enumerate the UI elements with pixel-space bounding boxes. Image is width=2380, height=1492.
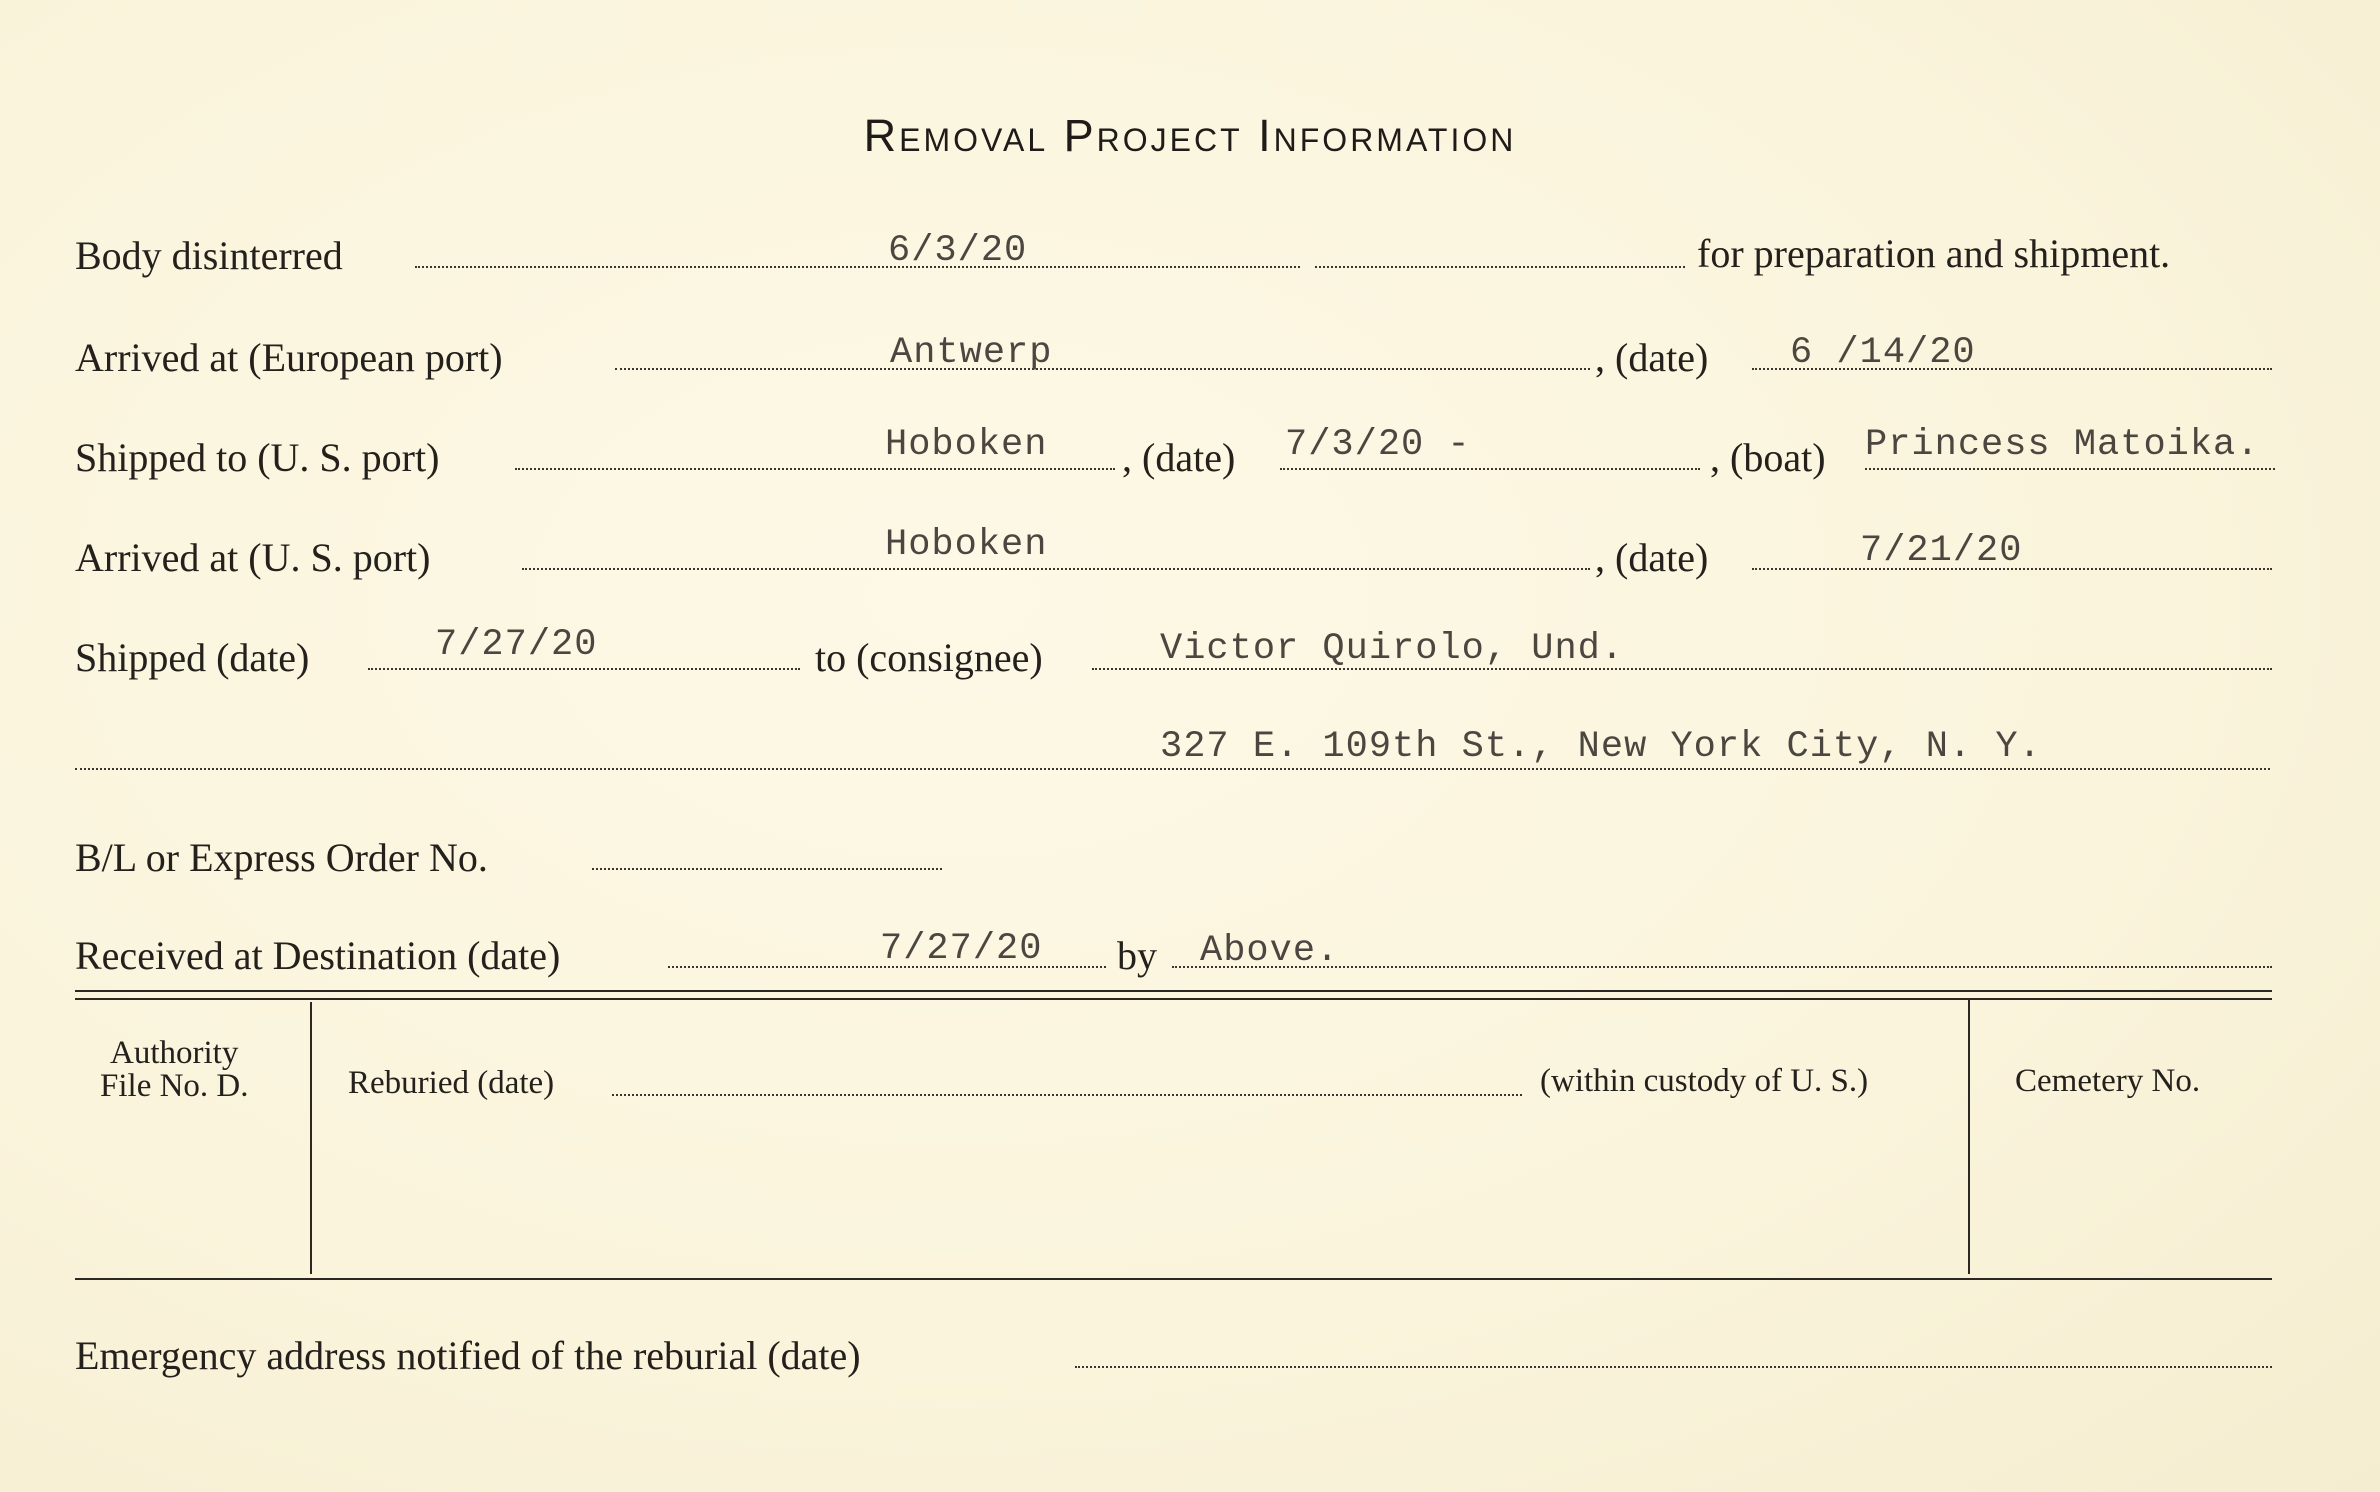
box-divider-left (310, 1002, 312, 1274)
reburied-date-label: Reburied (date) (348, 1065, 555, 1101)
received-by-label: by (1117, 933, 1157, 978)
bl-order-label: B/L or Express Order No. (75, 835, 488, 880)
authority-file-label: File No. D. (100, 1068, 249, 1104)
european-port-date-label: , (date) (1595, 335, 1709, 380)
us-port-arrival-date-value: 7/21/20 (1860, 530, 2023, 572)
box-bottom-rule (75, 1278, 2272, 1280)
emergency-address-label: Emergency address notified of the reburial (date) (75, 1333, 861, 1378)
european-port-value: Antwerp (890, 332, 1053, 374)
body-disinterred-line-2 (1315, 266, 1685, 268)
shipped-to-port-value: Hoboken (885, 424, 1048, 466)
body-disinterred-line (415, 266, 1300, 268)
shipped-date-value: 7/3/20 - (1285, 424, 1471, 466)
boat-value: Princess Matoika. (1865, 424, 2260, 466)
authority-label: Authority (110, 1035, 239, 1071)
shipped-date-row-line (368, 668, 800, 670)
consignee-address-line (75, 768, 2270, 770)
european-port-line (615, 368, 1590, 370)
shipped-date-label: , (date) (1122, 435, 1236, 480)
consignee-label: to (consignee) (815, 635, 1043, 680)
consignee-address-value: 327 E. 109th St., New York City, N. Y. (1160, 726, 2042, 768)
shipped-to-port-label: Shipped to (U. S. port) (75, 435, 440, 480)
body-disinterred-suffix: for preparation and shipment. (1697, 231, 2171, 276)
received-destination-value: 7/27/20 (880, 928, 1043, 970)
us-port-arrival-line (522, 568, 1590, 570)
body-disinterred-value: 6/3/20 (888, 230, 1028, 272)
shipped-date-line (1280, 468, 1700, 470)
received-destination-label: Received at Destination (date) (75, 933, 561, 978)
boat-label: , (boat) (1710, 435, 1826, 480)
reburied-date-line (612, 1094, 1522, 1096)
emergency-address-line (1075, 1366, 2272, 1368)
bl-order-line (592, 868, 942, 870)
custody-label: (within custody of U. S.) (1540, 1063, 1869, 1099)
box-divider-right (1968, 1000, 1970, 1274)
shipped-to-port-line (515, 468, 1115, 470)
body-disinterred-label: Body disinterred (75, 233, 343, 278)
us-port-arrival-date-label: , (date) (1595, 535, 1709, 580)
card-title: Removal Project Information (863, 110, 1517, 161)
shipped-date-row-label: Shipped (date) (75, 635, 310, 680)
european-port-label: Arrived at (European port) (75, 335, 503, 380)
us-port-arrival-value: Hoboken (885, 524, 1048, 566)
consignee-value: Victor Quirolo, Und. (1160, 628, 1625, 670)
us-port-arrival-label: Arrived at (U. S. port) (75, 535, 431, 580)
boat-line (1865, 468, 2275, 470)
box-top-rule-1 (75, 990, 2272, 992)
received-by-value: Above. (1200, 930, 1340, 972)
cemetery-number-label: Cemetery No. (2015, 1063, 2201, 1099)
box-top-rule-2 (75, 998, 2272, 1000)
european-port-date-value: 6 /14/20 (1790, 332, 1976, 374)
shipped-date-row-value: 7/27/20 (435, 624, 598, 666)
